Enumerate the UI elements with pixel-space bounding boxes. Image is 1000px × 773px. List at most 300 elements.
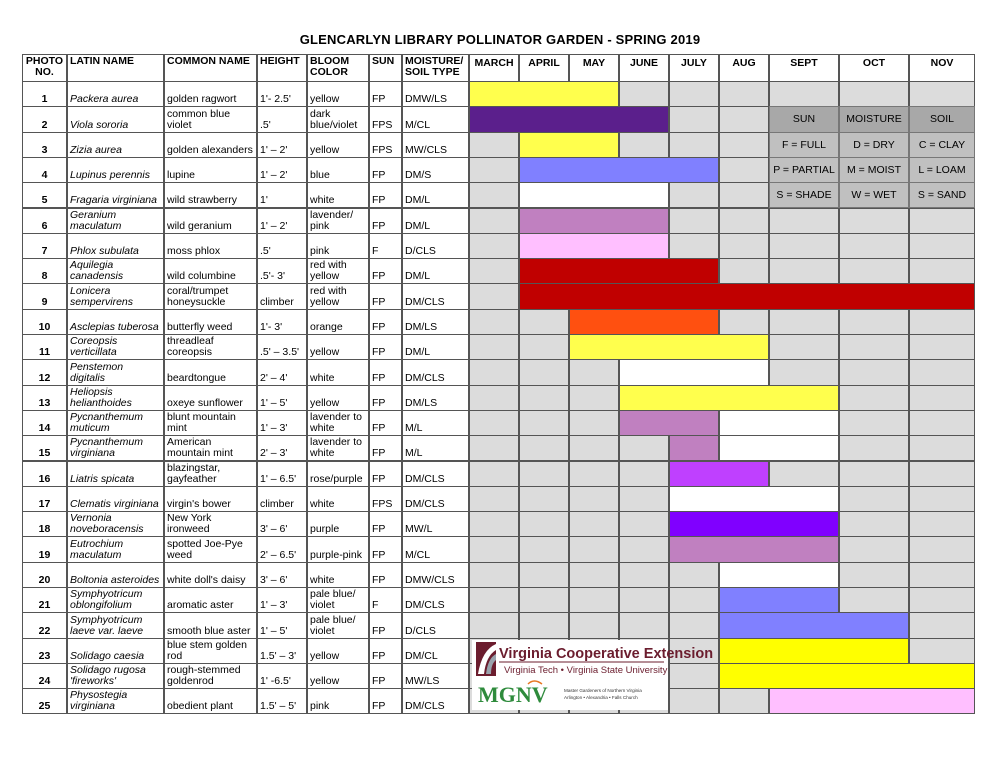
latin-name xyxy=(67,562,164,588)
moisture-soil xyxy=(402,587,469,613)
text-line: lavender to xyxy=(310,411,362,424)
month-cell xyxy=(519,435,569,461)
bloom-bar xyxy=(619,410,719,436)
photo-number-text: 19 xyxy=(38,548,51,561)
header-sun xyxy=(369,54,402,82)
sun-requirement-text: FP xyxy=(372,320,386,333)
logo-mgnv-text: MGNV xyxy=(478,682,548,707)
photo-number-text: 18 xyxy=(38,523,51,536)
photo-number xyxy=(22,663,67,689)
text-line: wild geranium xyxy=(167,219,232,232)
sun-requirement-text: FP xyxy=(372,447,386,460)
photo-number xyxy=(22,283,67,309)
bloom-color xyxy=(307,283,369,309)
month-cell xyxy=(839,258,909,284)
text-line: weed xyxy=(167,548,193,561)
moisture-soil-text: DMW/CLS xyxy=(405,573,455,586)
moisture-soil xyxy=(402,334,469,360)
bloom-color xyxy=(307,536,369,562)
sun-requirement xyxy=(369,511,402,537)
month-cell xyxy=(619,612,669,638)
plant-height-text: 2' – 6.5' xyxy=(260,548,297,561)
month-cell xyxy=(469,258,519,284)
moisture-soil xyxy=(402,106,469,132)
moisture-soil-text: DMW/LS xyxy=(405,93,447,106)
text-line: Phlox subulata xyxy=(70,245,139,258)
plant-height-text: 3' – 6' xyxy=(260,523,288,536)
month-cell xyxy=(839,486,909,512)
text-line: pale blue/ xyxy=(310,613,356,626)
plant-height-text: 1' – 3' xyxy=(260,599,288,612)
plant-height-text: 3' – 6' xyxy=(260,573,288,586)
text-line: rough-stemmed xyxy=(167,664,241,677)
text-line: gayfeather xyxy=(167,472,217,485)
bloom-color xyxy=(307,132,369,158)
month-cell xyxy=(569,461,619,487)
month-cell xyxy=(909,587,975,613)
bloom-bar xyxy=(719,663,975,689)
text-line: orange xyxy=(310,320,343,333)
photo-number xyxy=(22,334,67,360)
month-cell xyxy=(769,461,839,487)
moisture-soil xyxy=(402,132,469,158)
month-cell xyxy=(909,486,975,512)
sun-requirement xyxy=(369,208,402,234)
text-line: blunt mountain xyxy=(167,411,236,424)
moisture-soil-text: MW/CLS xyxy=(405,143,447,156)
moisture-soil xyxy=(402,612,469,638)
month-cell xyxy=(519,309,569,335)
month-cell xyxy=(669,132,719,158)
photo-number-text: 23 xyxy=(38,649,51,662)
sun-requirement xyxy=(369,612,402,638)
month-cell xyxy=(519,359,569,385)
month-cell xyxy=(769,233,839,259)
text-line: blue/violet xyxy=(310,118,358,131)
text-line: muticum xyxy=(70,422,110,435)
month-cell xyxy=(469,233,519,259)
header-common xyxy=(164,54,257,82)
plant-height xyxy=(257,157,307,183)
month-cell xyxy=(909,612,975,638)
plant-height xyxy=(257,283,307,309)
plant-height-text: 1' xyxy=(260,194,268,207)
common-name xyxy=(164,258,257,284)
legend-header-sun: SUN xyxy=(769,106,839,132)
month-cell xyxy=(909,359,975,385)
text-line: common blue xyxy=(167,107,231,120)
plant-height-text: .5'- 3' xyxy=(260,270,286,283)
legend-header-soil: SOIL xyxy=(909,106,975,132)
bloom-bar xyxy=(519,157,719,183)
text-line: white xyxy=(310,498,335,511)
moisture-soil-text: M/L xyxy=(405,422,423,435)
month-cell xyxy=(909,385,975,411)
photo-number xyxy=(22,385,67,411)
plant-height-text: .5' xyxy=(260,245,271,258)
sun-requirement xyxy=(369,486,402,512)
plant-height-text: 1.5' – 3' xyxy=(260,649,297,662)
month-cell xyxy=(839,562,909,588)
month-cell xyxy=(619,132,669,158)
moisture-soil-text: DM/CLS xyxy=(405,700,445,713)
text-line: noveboracensis xyxy=(70,523,144,536)
bloom-color xyxy=(307,663,369,689)
text-line: maculatum xyxy=(70,219,122,232)
month-cell xyxy=(719,132,769,158)
moisture-soil xyxy=(402,385,469,411)
text-line: smooth blue aster xyxy=(167,624,251,637)
text-line: threadleaf xyxy=(167,335,214,348)
month-cell xyxy=(469,435,519,461)
sun-requirement-text: FP xyxy=(372,93,386,106)
sun-requirement-text: FP xyxy=(372,169,386,182)
bloom-bar-secondary xyxy=(719,435,839,461)
latin-name xyxy=(67,233,164,259)
photo-number xyxy=(22,132,67,158)
sun-requirement xyxy=(369,587,402,613)
text-line: goldenrod xyxy=(167,675,214,688)
month-cell xyxy=(569,435,619,461)
month-cell xyxy=(669,106,719,132)
text-line: virgin's bower xyxy=(167,498,231,511)
sun-requirement-text: FP xyxy=(372,675,386,688)
month-cell xyxy=(569,385,619,411)
sun-requirement xyxy=(369,106,402,132)
month-cell xyxy=(519,461,569,487)
header-bloom xyxy=(307,54,369,82)
text-line: golden alexanders xyxy=(167,143,253,156)
photo-number-text: 22 xyxy=(38,624,51,637)
photo-number xyxy=(22,435,67,461)
latin-name xyxy=(67,435,164,461)
month-cell xyxy=(909,461,975,487)
moisture-soil xyxy=(402,309,469,335)
text-line: Viola sororia xyxy=(70,118,129,131)
sun-requirement xyxy=(369,359,402,385)
month-cell xyxy=(519,587,569,613)
month-cell xyxy=(669,663,719,689)
photo-number xyxy=(22,486,67,512)
month-cell xyxy=(769,359,839,385)
month-cell xyxy=(909,410,975,436)
sun-requirement-text: F xyxy=(372,599,379,612)
moisture-soil xyxy=(402,182,469,208)
moisture-soil xyxy=(402,562,469,588)
plant-height-text: 1' – 5' xyxy=(260,396,288,409)
common-name xyxy=(164,132,257,158)
plant-height xyxy=(257,132,307,158)
month-cell xyxy=(569,587,619,613)
text-line: verticillata xyxy=(70,346,117,359)
photo-number-text: 6 xyxy=(41,219,48,232)
month-cell xyxy=(909,536,975,562)
month-cell xyxy=(839,359,909,385)
month-cell xyxy=(669,688,719,714)
month-cell xyxy=(619,536,669,562)
logo-extension-text: Virginia Cooperative Extension xyxy=(499,646,714,662)
sun-requirement-text: FP xyxy=(372,573,386,586)
photo-number xyxy=(22,562,67,588)
bloom-bar xyxy=(519,208,669,234)
bloom-bar xyxy=(719,612,909,638)
month-cell xyxy=(839,208,909,234)
latin-name xyxy=(67,638,164,664)
month-cell xyxy=(469,309,519,335)
month-cell xyxy=(619,587,669,613)
plant-height xyxy=(257,562,307,588)
photo-number xyxy=(22,359,67,385)
plant-height xyxy=(257,309,307,335)
moisture-soil xyxy=(402,233,469,259)
month-cell xyxy=(619,81,669,107)
plant-height-text: 1' – 5' xyxy=(260,624,288,637)
month-cell xyxy=(669,182,719,208)
month-cell xyxy=(909,435,975,461)
legend-entry: F = FULL xyxy=(769,132,839,158)
latin-name xyxy=(67,663,164,689)
common-name xyxy=(164,435,257,461)
header-month-nov: NOV xyxy=(909,54,975,82)
sun-requirement-text: FP xyxy=(372,295,386,308)
latin-name xyxy=(67,688,164,714)
common-name xyxy=(164,461,257,487)
text-line: spotted Joe-Pye xyxy=(167,537,243,550)
month-cell xyxy=(909,81,975,107)
text-line: red with xyxy=(310,284,347,297)
text-line: HEIGHT xyxy=(260,55,300,67)
sun-requirement xyxy=(369,258,402,284)
bloom-bar xyxy=(519,233,669,259)
sun-requirement-text: FP xyxy=(372,548,386,561)
text-line: SOIL TYPE xyxy=(405,66,460,78)
moisture-soil-text: D/CLS xyxy=(405,245,436,258)
bloom-color xyxy=(307,81,369,107)
month-cell xyxy=(909,562,975,588)
sun-requirement xyxy=(369,536,402,562)
legend-entry: D = DRY xyxy=(839,132,909,158)
month-cell xyxy=(569,359,619,385)
bloom-bar xyxy=(669,536,839,562)
bloom-bar-secondary xyxy=(719,410,839,436)
photo-number xyxy=(22,309,67,335)
month-cell xyxy=(769,334,839,360)
photo-number xyxy=(22,157,67,183)
text-line: Geranium xyxy=(70,208,117,221)
plant-height xyxy=(257,106,307,132)
month-cell xyxy=(519,612,569,638)
page-title: GLENCARLYN LIBRARY POLLINATOR GARDEN - SPRING 2019 xyxy=(299,32,701,47)
latin-name xyxy=(67,283,164,309)
sun-requirement xyxy=(369,663,402,689)
text-line: yellow xyxy=(310,143,340,156)
sun-requirement xyxy=(369,309,402,335)
text-line: mountain mint xyxy=(167,447,233,460)
month-cell xyxy=(469,612,519,638)
text-line: beardtongue xyxy=(167,371,226,384)
legend-entry: C = CLAY xyxy=(909,132,975,158)
bloom-color xyxy=(307,435,369,461)
moisture-soil-text: DM/LS xyxy=(405,396,438,409)
photo-number xyxy=(22,208,67,234)
latin-name xyxy=(67,81,164,107)
common-name xyxy=(164,663,257,689)
bloom-bar xyxy=(569,309,719,335)
plant-height xyxy=(257,612,307,638)
text-line: oblongifolium xyxy=(70,599,132,612)
photo-number-text: 12 xyxy=(38,371,51,384)
sun-requirement-text: FP xyxy=(372,396,386,409)
sun-requirement-text: FP xyxy=(372,624,386,637)
sun-requirement-text: FPS xyxy=(372,143,393,156)
month-cell xyxy=(619,435,669,461)
sun-requirement-text: FP xyxy=(372,371,386,384)
photo-number-text: 16 xyxy=(38,472,51,485)
bloom-color xyxy=(307,562,369,588)
bloom-bar xyxy=(669,486,839,512)
text-line: PHOTO xyxy=(25,55,64,67)
moisture-soil xyxy=(402,81,469,107)
bloom-color xyxy=(307,612,369,638)
photo-number xyxy=(22,536,67,562)
text-line: Penstemon digitalis xyxy=(70,360,124,384)
month-cell xyxy=(719,208,769,234)
logo-mgnv-locations: Arlington • Alexandria • Falls Church xyxy=(564,695,638,700)
latin-name xyxy=(67,587,164,613)
bloom-bar xyxy=(669,435,719,461)
bloom-bar xyxy=(519,132,619,158)
month-cell xyxy=(839,461,909,487)
latin-name xyxy=(67,359,164,385)
latin-name xyxy=(67,106,164,132)
month-cell xyxy=(719,182,769,208)
text-line: wild strawberry xyxy=(167,194,238,207)
text-line: virginiana xyxy=(70,447,115,460)
text-line: moss phlox xyxy=(167,245,221,258)
text-line: lavender/ xyxy=(310,208,354,221)
latin-name xyxy=(67,132,164,158)
text-line: Coreopsis xyxy=(70,335,118,348)
text-line: yellow xyxy=(310,675,340,688)
moisture-soil-text: MW/L xyxy=(405,523,433,536)
plant-height-text: 1' – 2' xyxy=(260,169,288,182)
bloom-bar xyxy=(519,258,719,284)
month-cell xyxy=(469,461,519,487)
plant-height-text: 1' -6.5' xyxy=(260,675,291,688)
bloom-bar xyxy=(519,283,975,309)
bloom-color xyxy=(307,182,369,208)
plant-height xyxy=(257,435,307,461)
text-line: obedient plant xyxy=(167,700,233,713)
text-line: pale blue/ xyxy=(310,588,356,601)
bloom-bar xyxy=(519,182,669,208)
plant-height xyxy=(257,233,307,259)
extension-logo xyxy=(472,640,714,710)
text-line: white doll's daisy xyxy=(167,573,246,586)
moisture-soil-text: DM/CLS xyxy=(405,498,445,511)
common-name xyxy=(164,283,257,309)
month-cell xyxy=(909,511,975,537)
logo-universities-text: Virginia Tech • Virginia State University xyxy=(504,665,668,676)
month-cell xyxy=(839,309,909,335)
month-cell xyxy=(469,334,519,360)
photo-number xyxy=(22,106,67,132)
moisture-soil-text: M/CL xyxy=(405,548,431,561)
legend-entry: S = SAND xyxy=(909,182,975,208)
latin-name xyxy=(67,182,164,208)
text-line: Pycnanthemum xyxy=(70,411,143,424)
photo-number-text: 21 xyxy=(38,599,51,612)
header-month-march: MARCH xyxy=(469,54,519,82)
latin-name xyxy=(67,536,164,562)
moisture-soil xyxy=(402,511,469,537)
text-line: white xyxy=(310,422,335,435)
sun-requirement xyxy=(369,435,402,461)
month-cell xyxy=(519,334,569,360)
month-cell xyxy=(669,81,719,107)
moisture-soil-text: D/CLS xyxy=(405,624,436,637)
month-cell xyxy=(669,208,719,234)
month-cell xyxy=(619,511,669,537)
text-line: aromatic aster xyxy=(167,599,234,612)
sun-requirement xyxy=(369,688,402,714)
bloom-color xyxy=(307,258,369,284)
moisture-soil xyxy=(402,486,469,512)
text-line: white xyxy=(310,447,335,460)
latin-name xyxy=(67,486,164,512)
sun-requirement-text: FP xyxy=(372,219,386,232)
text-line: violet xyxy=(167,118,192,131)
month-cell xyxy=(619,461,669,487)
text-line: yellow xyxy=(310,93,340,106)
month-cell xyxy=(769,81,839,107)
text-line: oxeye sunflower xyxy=(167,396,243,409)
text-line: white xyxy=(310,194,335,207)
common-name xyxy=(164,334,257,360)
sun-requirement xyxy=(369,334,402,360)
photo-number-text: 15 xyxy=(38,447,51,460)
bloom-color xyxy=(307,233,369,259)
photo-number xyxy=(22,638,67,664)
sun-requirement-text: FPS xyxy=(372,498,393,511)
logo-mgnv-subtitle: Master Gardeners of Northern Virginia xyxy=(564,688,642,693)
text-line: MOISTURE/ xyxy=(405,55,464,67)
month-cell xyxy=(909,208,975,234)
text-line: purple-pink xyxy=(310,548,362,561)
pollinator-bloom-table xyxy=(22,54,975,713)
month-cell xyxy=(569,511,619,537)
photo-number-text: 8 xyxy=(41,270,48,283)
plant-height-text: 1' – 6.5' xyxy=(260,472,297,485)
plant-height-text: 1'- 3' xyxy=(260,320,283,333)
month-cell xyxy=(519,410,569,436)
photo-number-text: 25 xyxy=(38,700,51,713)
photo-number-text: 10 xyxy=(38,320,51,333)
text-line: New York ironweed xyxy=(167,512,212,536)
month-cell xyxy=(909,309,975,335)
plant-height xyxy=(257,334,307,360)
month-cell xyxy=(839,587,909,613)
text-line: helianthoides xyxy=(70,396,132,409)
month-cell xyxy=(619,562,669,588)
common-name xyxy=(164,359,257,385)
bloom-bar xyxy=(469,81,619,107)
plant-height-text: .5' – 3.5' xyxy=(260,346,300,359)
latin-name xyxy=(67,511,164,537)
photo-number-text: 5 xyxy=(41,194,48,207)
text-line: Lupinus perennis xyxy=(70,169,150,182)
sun-requirement-text: FP xyxy=(372,649,386,662)
